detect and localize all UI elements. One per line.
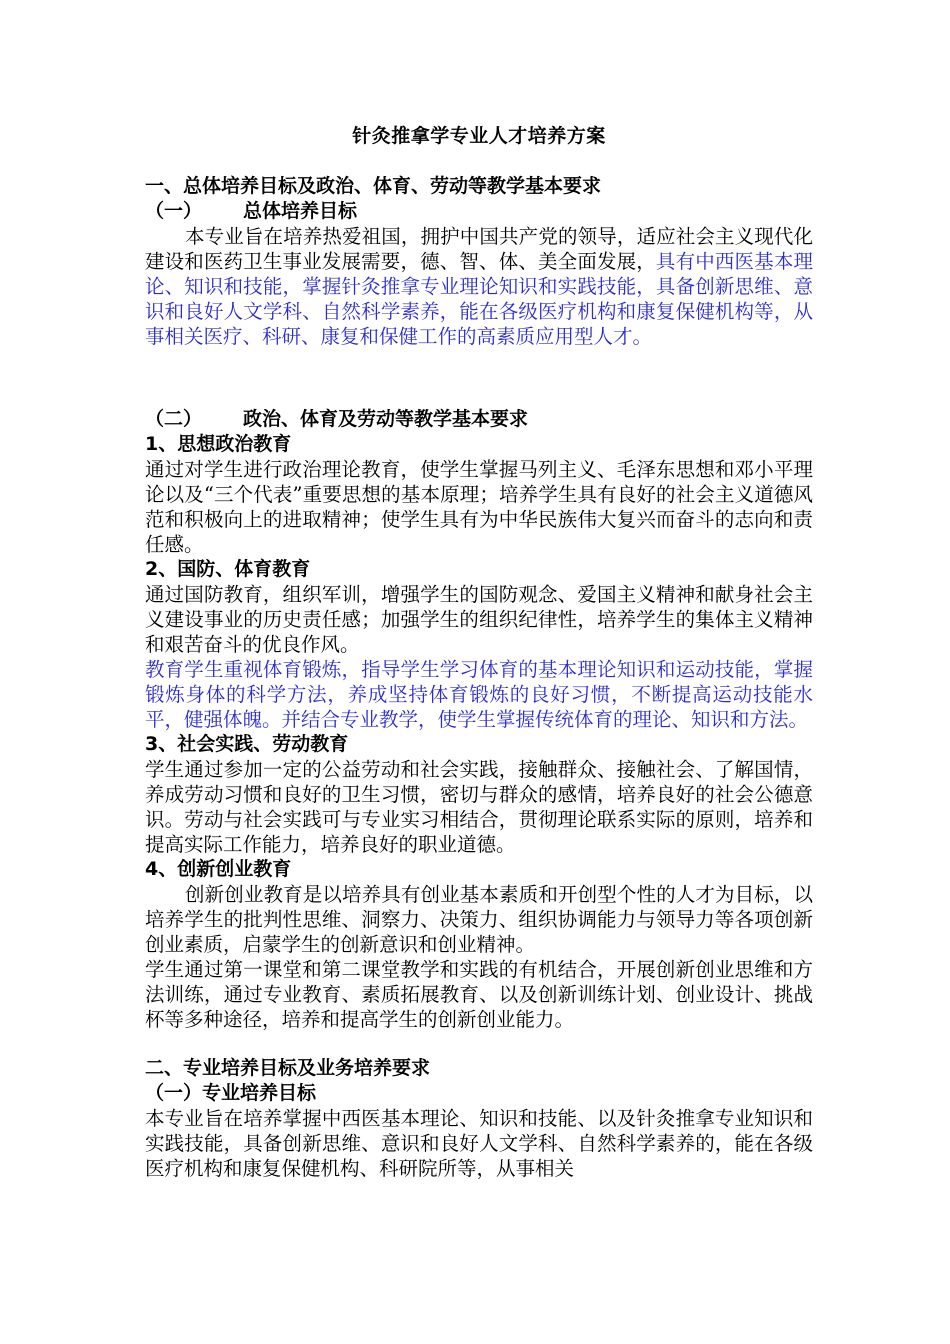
social-practice-paragraph: 学生通过参加一定的公益劳动和社会实践，接触群众、接触社会、了解国情，养成劳动习惯和良好的卫生习惯，密切与群众的感情，培养良好的社会公德意识。劳动与社会实践可与专业实习相结合，贯彻理论联系实际的原则，培养和提高实际工作能力，培养良好的职业道德。 <box>145 758 813 856</box>
section2-sub1-heading: （一）专业培养目标 <box>145 1082 317 1104</box>
document-page <box>145 122 813 1181</box>
section1-sub1-number: （一） <box>145 200 203 222</box>
section1-sub2-heading <box>145 407 813 432</box>
defense-sports-heading: 2、国防、体育教育 <box>145 558 311 580</box>
innovation-heading: 4、创新创业教育 <box>145 858 292 880</box>
section1-sub1-title: 总体培养目标 <box>243 200 358 222</box>
section1-sub2-number: （二） <box>145 408 203 430</box>
social-practice-heading: 3、社会实践、劳动教育 <box>145 733 349 755</box>
political-education-heading: 1、思想政治教育 <box>145 433 292 455</box>
sports-education-paragraph: 教育学生重视体育锻炼，指导学生学习体育的基本理论知识和运动技能，掌握锻炼身体的科学方法，养成坚持体育锻炼的良好习惯，不断提高运动技能水平，健强体魄。并结合专业教学，使学生掌握传统体育的理论、知识和方法。 <box>145 658 813 731</box>
innovation-paragraph-1: 创新创业教育是以培养具有创业基本素质和开创型个性的人才为目标，以培养学生的批判性思维、洞察力、决策力、组织协调能力与领导力等各项创新创业素质，启蒙学生的创新意识和创业精神。 <box>145 883 813 956</box>
overall-goal-highlight-text: 具有中西医基本理论、知识和技能，掌握针灸推拿专业理论知识和实践技能，具备创新思维、意识和良好人文学科、自然科学素养，能在各级医疗机构和康复保健机构等，从事相关医疗、科研、康复和保健工作的高素质应用型人才。 <box>145 250 813 348</box>
section1-heading: 一、总体培养目标及政治、体育、劳动等教学基本要求 <box>145 175 602 197</box>
political-education-paragraph: 通过对学生进行政治理论教育，使学生掌握马列主义、毛泽东思想和邓小平理论以及“三个代表”重要思想的基本原理；培养学生具有良好的社会主义道德风范和积极向上的进取精神；使学生具有为中华民族伟大复兴而奋斗的志向和责任感。 <box>145 458 813 556</box>
defense-education-paragraph: 通过国防教育，组织军训，增强学生的国防观念、爱国主义精神和献身社会主义建设事业的历史责任感；加强学生的组织纪律性，培养学生的集体主义精神和艰苦奋斗的优良作风。 <box>145 583 813 656</box>
section2-heading: 二、专业培养目标及业务培养要求 <box>145 1057 431 1079</box>
spacer <box>145 1032 813 1056</box>
section1-sub1-heading <box>145 199 813 224</box>
section1-sub2-title: 政治、体育及劳动等教学基本要求 <box>243 408 529 430</box>
overall-goal-text: 本专业旨在培养热爱祖国，拥护中国共产党的领导，适应社会主义现代化建设和医药卫生事业发展需要，德、智、体、美全面发展， <box>145 225 813 273</box>
spacer <box>145 349 813 407</box>
professional-goal-paragraph: 本专业旨在培养掌握中西医基本理论、知识和技能、以及针灸推拿专业知识和实践技能，具备创新思维、意识和良好人文学科、自然科学素养的，能在各级医疗机构和康复保健机构、科研院所等，从事相关 <box>145 1107 813 1180</box>
innovation-paragraph-2: 学生通过第一课堂和第二课堂教学和实践的有机结合，开展创新创业思维和方法训练，通过专业教育、素质拓展教育、以及创新训练计划、创业设计、挑战杯等多种途径，培养和提高学生的创新创业能力。 <box>145 958 813 1031</box>
document-title: 针灸推拿学专业人才培养方案 <box>352 125 606 147</box>
overall-goal-paragraph <box>145 224 813 349</box>
